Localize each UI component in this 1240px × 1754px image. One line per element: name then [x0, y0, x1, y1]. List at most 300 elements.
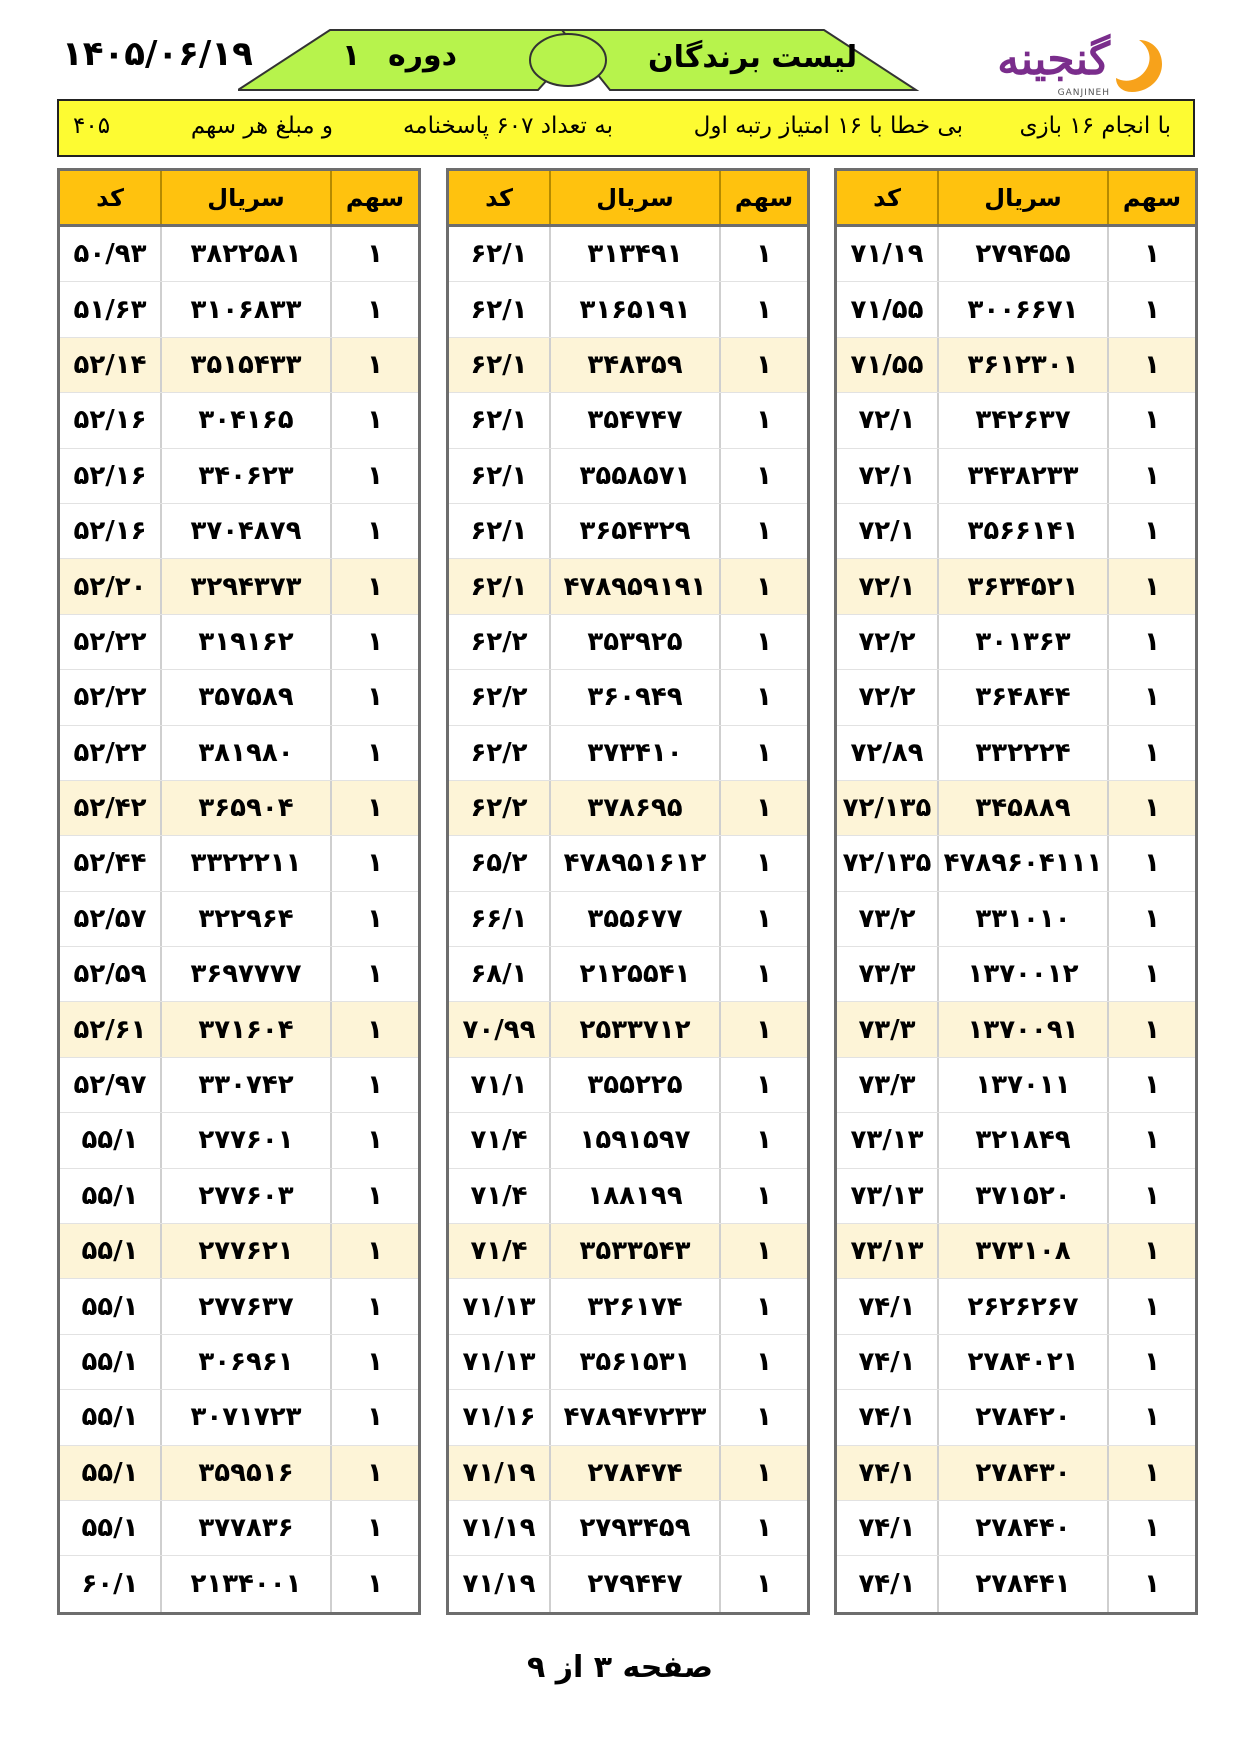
serial-cell: ۳۵۵۶۷۷ [549, 892, 721, 946]
code-cell: ۵۲/۱۶ [73, 405, 147, 436]
share-cell: ۱ [1144, 626, 1160, 657]
serial-cell: ۳۴۲۶۳۷ [937, 393, 1109, 447]
serial-cell: ۳۵۶۶۱۴۱ [937, 504, 1109, 558]
table-row [449, 947, 807, 1002]
column-header-serial: سریال [160, 171, 332, 224]
code-cell: ۷۴/۱ [858, 1347, 916, 1377]
code-cell: ۶۲/۱ [470, 516, 528, 547]
serial-cell: ۳۵۱۵۴۳۳ [160, 338, 332, 392]
table-row [60, 615, 418, 670]
code-cell: ۵۲/۵۹ [73, 959, 147, 990]
serial-cell: ۴۷۸۹۴۷۲۳۳ [549, 1390, 721, 1444]
serial-cell: ۳۵۶۱۵۳۱ [549, 1335, 721, 1389]
period-label: دوره [388, 38, 458, 73]
table-row [60, 1279, 418, 1334]
code-cell: ۷۱/۱۳ [462, 1347, 536, 1377]
code-cell: ۷۱/۵۵ [850, 294, 924, 325]
table-row [449, 836, 807, 891]
serial-cell: ۳۰۶۹۶۱ [160, 1335, 332, 1389]
share-cell: ۱ [756, 1457, 772, 1488]
table-row [837, 1556, 1195, 1611]
code-cell: ۶۰/۱ [81, 1569, 139, 1600]
share-cell: ۱ [367, 294, 383, 325]
column-header-serial: سریال [937, 171, 1109, 224]
winners-table-1 [834, 168, 1198, 1615]
table-row [837, 1113, 1195, 1168]
table-row [837, 393, 1195, 448]
code-cell: ۵۲/۲۲ [73, 626, 147, 657]
table-row [60, 1556, 418, 1611]
table-row [449, 282, 807, 337]
period-number: ۱ [342, 38, 361, 73]
serial-cell: ۲۷۷۶۰۳ [160, 1169, 332, 1223]
table-row [837, 282, 1195, 337]
share-cell: ۱ [367, 626, 383, 657]
share-cell: ۱ [1144, 1125, 1160, 1156]
winners-table-3 [57, 168, 421, 1615]
logo-subtext: GANJINEH [1057, 88, 1110, 98]
column-header-share: سهم [1122, 183, 1182, 212]
share-cell: ۱ [756, 903, 772, 934]
serial-cell: ۲۱۲۵۵۴۱ [549, 947, 721, 1001]
table-row [449, 393, 807, 448]
logo-mark-icon [1112, 36, 1166, 96]
share-cell: ۱ [1144, 848, 1160, 879]
code-cell: ۶۲/۱ [470, 405, 528, 436]
share-cell: ۱ [367, 682, 383, 713]
code-cell: ۶۵/۲ [470, 848, 528, 879]
share-cell: ۱ [756, 626, 772, 657]
serial-cell: ۳۵۴۷۴۷ [549, 393, 721, 447]
serial-cell: ۳۵۷۵۸۹ [160, 670, 332, 724]
share-cell: ۱ [367, 460, 383, 491]
serial-cell: ۳۵۹۵۱۶ [160, 1446, 332, 1500]
table-row [449, 670, 807, 725]
share-cell: ۱ [756, 1569, 772, 1600]
table-row [837, 1335, 1195, 1390]
code-cell: ۷۱/۱۹ [850, 239, 924, 270]
code-cell: ۶۲/۲ [470, 626, 528, 657]
serial-cell: ۱۳۷۰۰۱۲ [937, 947, 1109, 1001]
table-row [837, 1501, 1195, 1556]
share-cell: ۱ [367, 903, 383, 934]
serial-cell: ۲۷۷۶۳۷ [160, 1279, 332, 1333]
table-row [837, 559, 1195, 614]
share-cell: ۱ [756, 294, 772, 325]
table-row [837, 1390, 1195, 1445]
serial-cell: ۳۵۳۳۵۴۳ [549, 1224, 721, 1278]
table-row [60, 1501, 418, 1556]
table-row [449, 504, 807, 559]
code-cell: ۶۲/۲ [470, 682, 528, 713]
serial-cell: ۴۷۸۹۶۰۴۱۱۱ [937, 836, 1109, 890]
table-row [837, 1279, 1195, 1334]
share-cell: ۱ [756, 1070, 772, 1101]
table-row [60, 1390, 418, 1445]
code-cell: ۷۳/۲ [858, 903, 916, 934]
share-cell: ۱ [1144, 737, 1160, 768]
table-row [449, 1556, 807, 1611]
serial-cell: ۳۲۲۹۶۴ [160, 892, 332, 946]
code-cell: ۵۲/۱۶ [73, 516, 147, 547]
table-row [60, 726, 418, 781]
share-cell: ۱ [1144, 1236, 1160, 1267]
share-cell: ۱ [367, 959, 383, 990]
share-cell: ۱ [367, 1070, 383, 1101]
table-row [60, 670, 418, 725]
column-header-share: سهم [734, 183, 794, 212]
serial-cell: ۳۵۵۸۵۷۱ [549, 449, 721, 503]
code-cell: ۷۲/۲ [858, 626, 916, 657]
code-cell: ۵۱/۶۳ [73, 294, 147, 325]
code-cell: ۷۳/۱۳ [850, 1125, 924, 1156]
share-cell: ۱ [367, 1569, 383, 1600]
code-cell: ۵۵/۱ [81, 1513, 139, 1544]
code-cell: ۷۱/۴ [470, 1180, 528, 1211]
share-cell: ۱ [367, 737, 383, 768]
serial-cell: ۳۰۴۱۶۵ [160, 393, 332, 447]
share-cell: ۱ [1144, 460, 1160, 491]
table-row [60, 338, 418, 393]
serial-cell: ۲۷۷۶۰۱ [160, 1113, 332, 1167]
code-cell: ۶۲/۱ [470, 294, 528, 325]
table-row [60, 947, 418, 1002]
code-cell: ۵۲/۱۶ [73, 460, 147, 491]
share-cell: ۱ [756, 737, 772, 768]
serial-cell: ۱۳۷۰۱۱ [937, 1058, 1109, 1112]
share-cell: ۱ [1144, 1347, 1160, 1377]
share-cell: ۱ [756, 959, 772, 990]
serial-cell: ۲۶۲۶۲۶۷ [937, 1279, 1109, 1333]
share-cell: ۱ [1144, 1014, 1160, 1045]
table-row [449, 1501, 807, 1556]
table-header [60, 171, 418, 227]
code-cell: ۶۲/۱ [470, 571, 528, 602]
share-cell: ۱ [1144, 1513, 1160, 1544]
share-cell: ۱ [756, 793, 772, 824]
share-cell: ۱ [367, 1291, 383, 1322]
table-row [449, 1390, 807, 1445]
share-cell: ۱ [367, 1180, 383, 1211]
code-cell: ۷۴/۱ [858, 1569, 916, 1600]
table-row [60, 892, 418, 947]
serial-cell: ۳۷۱۶۰۴ [160, 1002, 332, 1056]
code-cell: ۷۰/۹۹ [462, 1014, 536, 1045]
serial-cell: ۳۴۳۸۲۳۳ [937, 449, 1109, 503]
table-row [449, 1224, 807, 1279]
table-row [837, 1169, 1195, 1224]
serial-cell: ۳۶۴۸۴۴ [937, 670, 1109, 724]
share-cell: ۱ [1144, 1291, 1160, 1322]
table-row [60, 1058, 418, 1113]
share-cell: ۱ [367, 1513, 383, 1544]
share-cell: ۱ [1144, 405, 1160, 436]
info-amount-label: و مبلغ هر سهم [190, 113, 333, 139]
code-cell: ۶۸/۱ [470, 959, 528, 990]
table-row [449, 781, 807, 836]
serial-cell: ۳۵۵۲۲۵ [549, 1058, 721, 1112]
table-row [837, 504, 1195, 559]
share-cell: ۱ [1144, 349, 1160, 380]
table-row [449, 1113, 807, 1168]
serial-cell: ۲۷۹۴۴۷ [549, 1556, 721, 1611]
serial-cell: ۲۷۸۴۰۲۱ [937, 1335, 1109, 1389]
serial-cell: ۴۷۸۹۵۹۱۹۱ [549, 559, 721, 613]
code-cell: ۷۴/۱ [858, 1457, 916, 1488]
serial-cell: ۳۱۳۴۹۱ [549, 227, 721, 281]
table-row [837, 1224, 1195, 1279]
code-cell: ۶۲/۱ [470, 349, 528, 380]
share-cell: ۱ [756, 1125, 772, 1156]
serial-cell: ۲۷۹۳۴۵۹ [549, 1501, 721, 1555]
code-cell: ۵۵/۱ [81, 1180, 139, 1211]
serial-cell: ۲۵۳۳۷۱۲ [549, 1002, 721, 1056]
share-cell: ۱ [367, 848, 383, 879]
logo-text: گنجینه [997, 34, 1110, 85]
table-row [837, 947, 1195, 1002]
code-cell: ۷۳/۳ [858, 959, 916, 990]
code-cell: ۷۱/۱۳ [462, 1291, 536, 1322]
code-cell: ۵۲/۲۲ [73, 737, 147, 768]
share-cell: ۱ [1144, 1070, 1160, 1101]
table-row [837, 726, 1195, 781]
winners-table-2 [446, 168, 810, 1615]
code-cell: ۵۲/۴۴ [73, 848, 147, 879]
serial-cell: ۲۷۸۴۴۰ [937, 1501, 1109, 1555]
code-cell: ۶۲/۱ [470, 239, 528, 270]
table-row [449, 892, 807, 947]
table-row [60, 559, 418, 614]
column-header-code: کد [96, 183, 124, 212]
code-cell: ۷۱/۴ [470, 1236, 528, 1267]
table-header [837, 171, 1195, 227]
share-cell: ۱ [1144, 516, 1160, 547]
serial-cell: ۳۷۱۵۲۰ [937, 1169, 1109, 1223]
share-cell: ۱ [1144, 1569, 1160, 1600]
column-header-share: سهم [345, 183, 405, 212]
share-cell: ۱ [1144, 1457, 1160, 1488]
serial-cell: ۳۷۰۴۸۷۹ [160, 504, 332, 558]
table-row [60, 282, 418, 337]
serial-cell: ۳۵۳۹۲۵ [549, 615, 721, 669]
table-row [837, 338, 1195, 393]
code-cell: ۶۲/۱ [470, 460, 528, 491]
share-cell: ۱ [367, 1402, 383, 1433]
share-cell: ۱ [1144, 682, 1160, 713]
table-row [449, 1058, 807, 1113]
code-cell: ۷۴/۱ [858, 1402, 916, 1433]
table-row [60, 1224, 418, 1279]
table-row [449, 726, 807, 781]
code-cell: ۵۵/۱ [81, 1125, 139, 1156]
table-row [60, 836, 418, 891]
table-row [60, 1113, 418, 1168]
info-bar [57, 99, 1195, 157]
page-footer: صفحه ۳ از ۹ [527, 1650, 713, 1685]
code-cell: ۷۳/۱۳ [850, 1180, 924, 1211]
code-cell: ۵۵/۱ [81, 1236, 139, 1267]
table-row [60, 1335, 418, 1390]
share-cell: ۱ [756, 1014, 772, 1045]
info-count: به تعداد ۶۰۷ پاسخنامه [402, 113, 613, 139]
code-cell: ۷۱/۱۹ [462, 1569, 536, 1600]
share-cell: ۱ [367, 516, 383, 547]
code-cell: ۷۱/۱ [470, 1070, 528, 1101]
serial-cell: ۳۶۱۲۳۰۱ [937, 338, 1109, 392]
serial-cell: ۱۸۸۱۹۹ [549, 1169, 721, 1223]
serial-cell: ۳۲۹۴۳۷۳ [160, 559, 332, 613]
table-row [449, 1002, 807, 1057]
serial-cell: ۱۳۷۰۰۹۱ [937, 1002, 1109, 1056]
share-cell: ۱ [756, 1180, 772, 1211]
code-cell: ۷۲/۱ [858, 460, 916, 491]
table-row [837, 449, 1195, 504]
code-cell: ۵۲/۴۲ [73, 793, 147, 824]
share-cell: ۱ [367, 793, 383, 824]
serial-cell: ۳۷۳۱۰۸ [937, 1224, 1109, 1278]
code-cell: ۷۳/۳ [858, 1014, 916, 1045]
code-cell: ۷۱/۱۶ [462, 1402, 536, 1433]
serial-cell: ۲۷۸۴۲۰ [937, 1390, 1109, 1444]
share-cell: ۱ [756, 682, 772, 713]
share-cell: ۱ [756, 349, 772, 380]
table-row [837, 1446, 1195, 1501]
table-row [60, 504, 418, 559]
table-row [837, 781, 1195, 836]
serial-cell: ۳۳۰۷۴۲ [160, 1058, 332, 1112]
share-cell: ۱ [367, 1236, 383, 1267]
table-row [449, 227, 807, 282]
share-cell: ۱ [756, 1236, 772, 1267]
code-cell: ۵۵/۱ [81, 1457, 139, 1488]
table-row [449, 559, 807, 614]
table-row [837, 227, 1195, 282]
serial-cell: ۳۶۹۷۷۷۷ [160, 947, 332, 1001]
code-cell: ۷۴/۱ [858, 1513, 916, 1544]
share-cell: ۱ [1144, 239, 1160, 270]
table-row [837, 836, 1195, 891]
share-cell: ۱ [756, 848, 772, 879]
code-cell: ۵۲/۲۲ [73, 682, 147, 713]
column-header-code: کد [485, 183, 513, 212]
code-cell: ۷۲/۲ [858, 682, 916, 713]
table-row [60, 1169, 418, 1224]
share-cell: ۱ [367, 239, 383, 270]
code-cell: ۷۲/۱ [858, 516, 916, 547]
code-cell: ۵۲/۵۷ [73, 903, 147, 934]
share-cell: ۱ [367, 1125, 383, 1156]
serial-cell: ۳۷۸۶۹۵ [549, 781, 721, 835]
table-row [60, 1446, 418, 1501]
serial-cell: ۳۲۱۸۴۹ [937, 1113, 1109, 1167]
share-cell: ۱ [367, 1457, 383, 1488]
share-cell: ۱ [756, 571, 772, 602]
ganjineh-logo [990, 32, 1180, 102]
share-cell: ۱ [1144, 294, 1160, 325]
serial-cell: ۳۴۸۳۵۹ [549, 338, 721, 392]
share-cell: ۱ [756, 1402, 772, 1433]
table-row [449, 338, 807, 393]
share-cell: ۱ [756, 516, 772, 547]
code-cell: ۵۵/۱ [81, 1291, 139, 1322]
serial-cell: ۳۴۵۸۸۹ [937, 781, 1109, 835]
table-row [449, 1335, 807, 1390]
serial-cell: ۱۵۹۱۵۹۷ [549, 1113, 721, 1167]
code-cell: ۷۱/۵۵ [850, 349, 924, 380]
serial-cell: ۳۸۱۹۸۰ [160, 726, 332, 780]
serial-cell: ۳۱۹۱۶۲ [160, 615, 332, 669]
table-row [449, 615, 807, 670]
info-games: با انجام ۱۶ بازی [1019, 113, 1171, 139]
share-cell: ۱ [756, 1513, 772, 1544]
share-cell: ۱ [1144, 571, 1160, 602]
serial-cell: ۲۷۸۴۴۱ [937, 1556, 1109, 1611]
share-cell: ۱ [756, 239, 772, 270]
table-row [449, 1279, 807, 1334]
code-cell: ۷۴/۱ [858, 1291, 916, 1322]
share-cell: ۱ [1144, 1402, 1160, 1433]
share-cell: ۱ [1144, 959, 1160, 990]
code-cell: ۷۲/۱ [858, 405, 916, 436]
table-row [837, 615, 1195, 670]
code-cell: ۷۱/۱۹ [462, 1513, 536, 1544]
serial-cell: ۳۰۷۱۷۲۳ [160, 1390, 332, 1444]
share-cell: ۱ [1144, 793, 1160, 824]
share-cell: ۱ [756, 405, 772, 436]
table-row [449, 1169, 807, 1224]
share-cell: ۱ [367, 571, 383, 602]
serial-cell: ۳۱۰۶۸۳۳ [160, 282, 332, 336]
serial-cell: ۳۳۲۲۲۴ [937, 726, 1109, 780]
serial-cell: ۳۷۷۸۳۶ [160, 1501, 332, 1555]
table-row [837, 892, 1195, 947]
table-row [60, 393, 418, 448]
serial-cell: ۳۴۰۶۲۳ [160, 449, 332, 503]
code-cell: ۷۱/۴ [470, 1125, 528, 1156]
share-cell: ۱ [367, 349, 383, 380]
code-cell: ۶۶/۱ [470, 903, 528, 934]
share-cell: ۱ [756, 460, 772, 491]
table-row [60, 781, 418, 836]
table-header [449, 171, 807, 227]
share-cell: ۱ [367, 405, 383, 436]
share-cell: ۱ [756, 1347, 772, 1377]
code-cell: ۵۲/۲۰ [73, 571, 147, 602]
serial-cell: ۳۱۶۵۱۹۱ [549, 282, 721, 336]
table-row [60, 1002, 418, 1057]
serial-cell: ۳۳۱۰۱۰ [937, 892, 1109, 946]
serial-cell: ۳۶۳۴۵۲۱ [937, 559, 1109, 613]
serial-cell: ۳۲۶۱۷۴ [549, 1279, 721, 1333]
serial-cell: ۳۰۱۳۶۳ [937, 615, 1109, 669]
serial-cell: ۳۶۰۹۴۹ [549, 670, 721, 724]
code-cell: ۵۵/۱ [81, 1347, 139, 1377]
serial-cell: ۴۷۸۹۵۱۶۱۲ [549, 836, 721, 890]
code-cell: ۷۳/۱۳ [850, 1236, 924, 1267]
share-cell: ۱ [367, 1347, 383, 1377]
info-amount-value: ۴۰۵ [73, 113, 111, 139]
share-cell: ۱ [1144, 1180, 1160, 1211]
serial-cell: ۲۷۷۶۲۱ [160, 1224, 332, 1278]
code-cell: ۷۲/۱ [858, 571, 916, 602]
share-cell: ۱ [1144, 903, 1160, 934]
table-row [837, 670, 1195, 725]
code-cell: ۷۲/۱۳۵ [842, 848, 932, 879]
serial-cell: ۳۸۲۲۵۸۱ [160, 227, 332, 281]
serial-cell: ۲۷۸۴۳۰ [937, 1446, 1109, 1500]
info-accuracy: بی خطا با ۱۶ امتیاز رتبه اول [693, 113, 963, 139]
table-row [837, 1058, 1195, 1113]
